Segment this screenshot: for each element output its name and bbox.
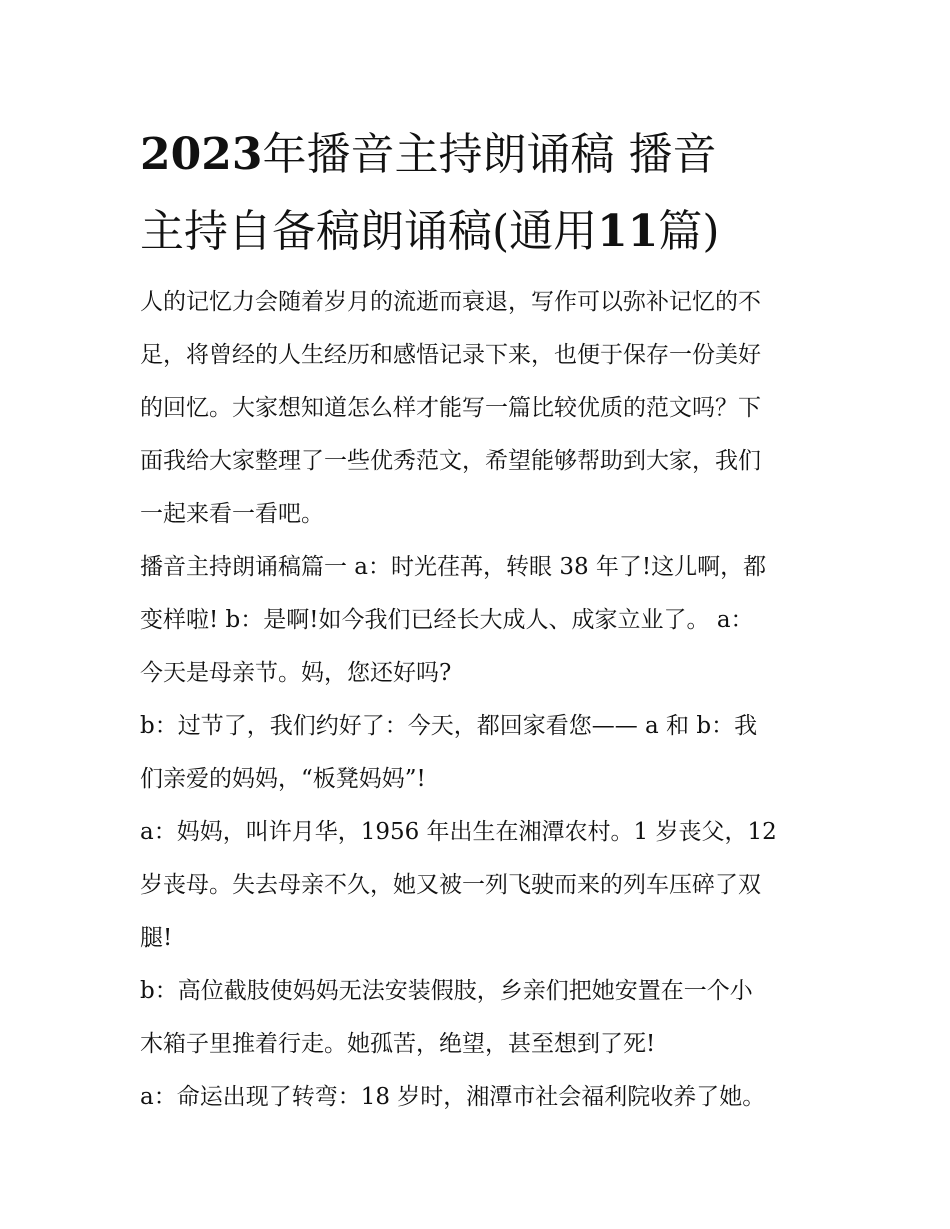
body-line: a：妈妈，叫许月华，1956 年出生在湘潭农村。1 岁丧父，12 <box>140 819 777 845</box>
body-line: 变样啦! b：是啊!如今我们已经长大成人、成家立业了。 a： <box>140 607 754 633</box>
body-line: 们亲爱的妈妈，“板凳妈妈”! <box>140 766 426 792</box>
document-title <box>140 116 812 270</box>
title-line-1 <box>140 116 812 193</box>
body-line: 面我给大家整理了一些优秀范文，希望能够帮助到大家，我们 <box>140 448 761 474</box>
body-line: 腿! <box>140 925 173 951</box>
body-line: 足，将曾经的人生经历和感悟记录下来，也便于保存一份美好 <box>140 342 761 368</box>
body-line: 一起来看一看吧。 <box>140 501 324 527</box>
document-page <box>140 116 812 1124</box>
body-line: 木箱子里推着行走。她孤苦，绝望，甚至想到了死! <box>140 1031 656 1057</box>
title-text-1: 年播音主持朗诵稿 播音 <box>262 129 717 180</box>
body-line: a：命运出现了转弯：18 岁时，湘潭市社会福利院收养了她。 <box>140 1084 766 1110</box>
body-line: 人的记忆力会随着岁月的流逝而衰退，写作可以弥补记忆的不 <box>140 289 761 315</box>
body-line: 岁丧母。失去母亲不久，她又被一列飞驶而来的列车压碎了双 <box>140 872 761 898</box>
title-text-3: 篇) <box>658 206 720 257</box>
title-year: 2023 <box>140 129 263 180</box>
body-line: 播音主持朗诵稿篇一 a：时光荏苒，转眼 38 年了!这儿啊，都 <box>140 554 767 580</box>
document-body <box>140 276 812 1124</box>
body-line: b：过节了，我们约好了：今天，都回家看您—— a 和 b：我 <box>140 713 758 739</box>
title-text-2: 主持自备稿朗诵稿(通用 <box>140 206 598 257</box>
title-line-2 <box>140 193 812 270</box>
body-line: 今天是母亲节。妈，您还好吗? <box>140 660 452 686</box>
title-count: 11 <box>597 206 659 257</box>
body-line: b：高位截肢使妈妈无法安装假肢，乡亲们把她安置在一个小 <box>140 978 753 1004</box>
body-line: 的回忆。大家想知道怎么样才能写一篇比较优质的范文吗？下 <box>140 395 761 421</box>
